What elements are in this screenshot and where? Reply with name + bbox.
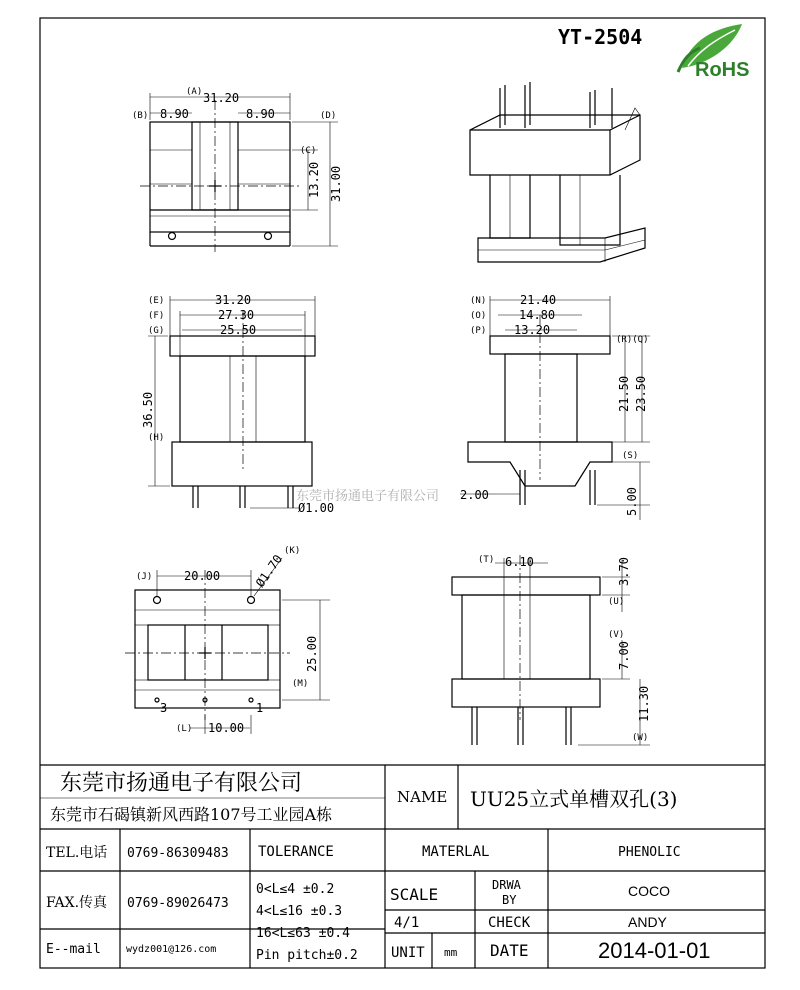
- dim-label-c: (C): [300, 146, 317, 156]
- unit-value: mm: [444, 946, 458, 959]
- dim-bottom-height: 25.00: [305, 635, 319, 672]
- rohs-logo: [678, 24, 749, 81]
- tolerance-label: TOLERANCE: [258, 844, 334, 860]
- back-view: [452, 555, 651, 745]
- dim-side-pin-gap: 2.00: [460, 488, 489, 502]
- dim-bottom-hole: Ø1.70: [252, 552, 286, 590]
- pin-3-label: 3: [160, 701, 168, 715]
- material-value: PHENOLIC: [618, 845, 681, 860]
- drawn-by-label-1: DRWA: [492, 878, 521, 892]
- dim-front-w1: 31.20: [215, 293, 252, 307]
- unit-label: UNIT: [391, 945, 425, 961]
- dim-side-h2: 23.50: [634, 375, 648, 412]
- pin-1-label: 1: [256, 701, 264, 715]
- dim-label-s: (S): [622, 451, 639, 461]
- front-view: [141, 293, 334, 515]
- dim-label-j: (J): [136, 572, 153, 582]
- dim-label-w: (W): [632, 733, 649, 743]
- dim-front-w2: 27.30: [218, 308, 255, 322]
- drawn-by-value: COCO: [628, 883, 670, 899]
- company-address: 东莞市石碣镇新风西路107号工业园A栋: [50, 805, 333, 824]
- dim-top-width: 31.20: [203, 91, 240, 105]
- tel-value: 0769-86309483: [127, 846, 229, 861]
- dim-front-w3: 25.50: [220, 323, 257, 337]
- dim-label-a: (A): [186, 87, 203, 97]
- dim-label-rq: (R)(Q): [616, 335, 649, 345]
- date-label: DATE: [490, 941, 529, 960]
- dim-top-left: 8.90: [160, 107, 189, 121]
- tol-row-4: Pin pitch±0.2: [256, 948, 358, 963]
- isometric-view: [470, 82, 645, 262]
- dim-label-l: (L): [176, 724, 193, 734]
- dim-label-f: (F): [148, 311, 165, 321]
- dim-label-n: (N): [470, 296, 487, 306]
- fax-label: FAX.传真: [46, 895, 108, 911]
- dim-label-m: (M): [292, 679, 309, 689]
- drawn-by-label-2: BY: [502, 893, 517, 907]
- dim-back-top: 3.70: [617, 557, 631, 586]
- dim-label-v: (V): [608, 630, 625, 640]
- dim-label-o: (O): [470, 311, 487, 321]
- rohs-text: RoHS: [695, 59, 750, 81]
- bottom-view: [125, 546, 330, 735]
- check-label: CHECK: [488, 915, 531, 931]
- dim-side-pin-len: 5.00: [625, 487, 639, 516]
- dim-label-e: (E): [148, 296, 165, 306]
- tol-row-2: 4<L≤16 ±0.3: [256, 904, 343, 919]
- model-number: YT-2504: [558, 25, 643, 49]
- tol-row-1: 0<L≤4 ±0.2: [256, 882, 335, 897]
- tol-row-3: 16<L≤63 ±0.4: [256, 926, 350, 941]
- dim-back-flange: 6.10: [505, 555, 534, 569]
- dim-label-t: (T): [478, 555, 495, 565]
- fax-value: 0769-89026473: [127, 896, 229, 911]
- dim-top-height: 31.00: [329, 165, 343, 202]
- dim-side-w2: 14.80: [519, 308, 556, 322]
- tel-label: TEL.电话: [46, 845, 108, 861]
- title-block: [40, 765, 765, 968]
- dim-side-w3: 13.20: [514, 323, 551, 337]
- dim-label-k: (K): [284, 546, 301, 556]
- side-view: [460, 293, 650, 520]
- dim-top-right: 8.90: [246, 107, 275, 121]
- date-value: 2014-01-01: [598, 938, 711, 963]
- dim-label-b: (B): [132, 111, 149, 121]
- dim-label-g: (G): [148, 326, 165, 336]
- scale-value: 4/1: [394, 915, 420, 931]
- dim-pin-diameter: Ø1.00: [298, 501, 335, 515]
- dim-label-u: (U): [608, 597, 625, 607]
- dim-back-bottom: 11.30: [637, 685, 651, 722]
- dim-label-d: (D): [320, 111, 337, 121]
- name-label: NAME: [397, 788, 448, 806]
- dim-label-h: (H): [148, 433, 165, 443]
- email-value: wydz001@126.com: [126, 944, 217, 955]
- dim-side-w1: 21.40: [520, 293, 557, 307]
- watermark: 东莞市扬通电子有限公司: [296, 489, 440, 504]
- dim-side-h1: 21.50: [617, 375, 631, 412]
- material-label: MATERLAL: [422, 844, 490, 860]
- scale-label: SCALE: [390, 885, 439, 904]
- part-name: UU25立式单槽双孔(3): [470, 787, 678, 811]
- company-name: 东莞市扬通电子有限公司: [60, 771, 303, 796]
- dim-bottom-pin-span: 20.00: [184, 569, 221, 583]
- dim-label-p: (P): [470, 326, 487, 336]
- dim-bottom-pitch: 10.00: [208, 721, 245, 735]
- check-value: ANDY: [628, 914, 667, 930]
- dim-back-mid: 7.00: [617, 641, 631, 670]
- dim-top-inner: 13.20: [307, 161, 321, 198]
- top-view: [132, 87, 343, 252]
- email-label: E--mail: [46, 942, 101, 957]
- dim-front-height: 36.50: [141, 391, 155, 428]
